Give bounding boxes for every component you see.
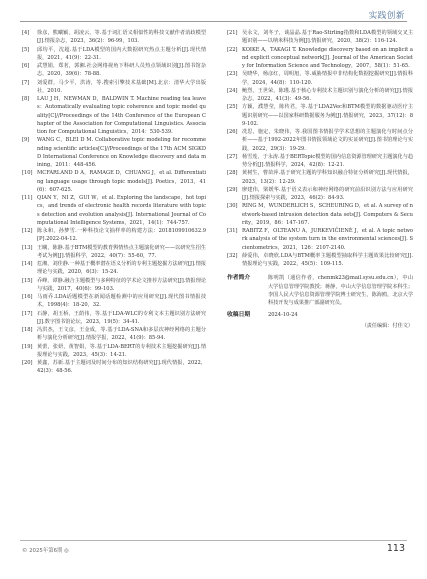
reference-number: [27]	[227, 153, 238, 160]
reference-text: MCFARLAND D A，RAMAGE D，CHUANG J，et al. Differentiating language usage through topic models[J]. Poetics，2013，41(6)：607-625.	[37, 170, 206, 193]
reference-item	[22, 79, 206, 96]
reference-text: 石静，胡玉桥，王荫伟，等.基于LDA-WLC的专利文本主题识别方法研究[J].数字图书馆论坛，2023，19(5)：34-41.	[37, 310, 206, 325]
reference-item	[227, 87, 413, 104]
reference-item	[22, 194, 206, 227]
reference-item	[22, 95, 206, 136]
reference-number: [7]	[22, 79, 30, 86]
reference-text: 武慧娟，郑茗，郭湘.社会网络视角下科研人员热点领域识别[J].图书馆杂志，2020，39(6)：78-88.	[37, 63, 206, 78]
reference-number: [19]	[22, 343, 33, 350]
received-date: 2024-10-24	[268, 312, 298, 319]
reference-text: 黄蕾，张妍，黄智娟，等.基于LDA-BERT的专利技术主题挖掘研究[J].情报理论与实践，2023，45(3)：14-21.	[37, 343, 206, 358]
reference-text: 危湘，刘佳静.一种基于概率潜在语义分析的专利主题挖掘方法研究[J].情报理论与实践，2020，6(3)：15-24.	[37, 261, 206, 276]
author-info-text: 陈明凯（通信作者，chenmk23@mail.sysu.edu.cn），中山大学信息管理学院教授；蒋静，中山大学信息管理学院本科生；李国人民大学信息资源管理学院博士研究生，陈海鸥，北京大学科技开发与成果推广部副研究员。	[268, 275, 413, 306]
reference-text: 陈永和，孙梦雪.一种科技论文抽样率的构建方法：2018109910632.9[P].2022-04-12.	[37, 228, 206, 243]
reference-item	[227, 29, 413, 46]
reference-text: 薛爱伟，卓晓欣.LDA与BTM概率主题模型抽取科学主题效果比较研究[J].情报理论与实践，2022，45(5)：109-115.	[242, 252, 413, 267]
reference-text: 廖建伟，梁媛华.基于语义表示和神经网络的研究前沿识别方法与应用研究[J].情报探索与实践，2023，46(2)：84-93.	[242, 186, 413, 201]
reference-number: [5]	[22, 46, 30, 53]
author-info	[227, 274, 413, 307]
reference-number: [30]	[227, 203, 238, 210]
editor-note: （责任编辑：付佳文）	[361, 322, 413, 329]
reference-number: [8]	[22, 96, 30, 102]
reference-item	[22, 227, 206, 244]
reference-text: 乔峰，谭静.融合主题模型与多种特征的学术论文推荐方法研究[J].情报理论与实践，2017，40(6)：99-103.	[37, 277, 206, 292]
reference-text: 鲍烈，王世荣，陈瑾.基于核心专利技术主题识别与演化分析的研究[J].情报杂志，2022，41(3)：49-56.	[242, 87, 413, 102]
footer-divider	[20, 540, 407, 541]
reference-item	[22, 46, 206, 63]
reference-number: [16]	[22, 294, 33, 300]
reference-text: WANG C，BLEI D M. Collaborative topic modeling for recommending scientific articles[C]//Proceedings of the 17th ACM SIGKDD International Conference on Knowledge discovery and data mining，2011：448-456.	[37, 137, 206, 168]
reference-item	[22, 293, 206, 310]
reference-text: 黄树生，曹苗萍.基于研究主题的学科知识融合特征分析研究[J].现代情报，2023，13(2)：12-29.	[242, 170, 413, 185]
received-date-block	[227, 311, 413, 319]
reference-text: 吴永文，刘冬子，谈晶晶.基于Rao-Stirling指数和LDA模型的领域交叉主题识别——以纳米科技为例[J].情报研究，2020，38(2)：116-124.	[242, 30, 413, 45]
reference-number: [20]	[22, 360, 33, 366]
reference-number: [9]	[22, 137, 30, 144]
reference-item	[22, 310, 206, 327]
reference-item	[22, 359, 206, 376]
reference-item	[227, 128, 413, 153]
reference-text: 冼思，施定，朱晓伟，等.我国图书情报学学术思想的主题演化与时间点分析——基于1992-2022年图书情报领域论文的实证研究[J].图书馆理论与实践，2022，29(3)：19-29.	[242, 129, 413, 152]
reference-item	[227, 252, 413, 269]
references-left-column	[22, 29, 206, 376]
reference-item	[227, 46, 413, 71]
reference-number: [21]	[227, 30, 238, 36]
reference-item	[227, 70, 413, 87]
reference-number: [17]	[22, 310, 33, 317]
reference-text: LAU J H，NEWMAN D，BALDWIN T. Machine reading tea leaves：Automatically evaluating topic coherence and topic model quality[C]//Proceedings of the 14th Conference of the European Chapter of the Association for Computational Linguistics. Association for Computational Linguistics，2014：530-539.	[37, 96, 206, 135]
reference-item	[22, 244, 206, 261]
reference-number: [25]	[227, 104, 238, 111]
reference-number: [14]	[22, 261, 33, 267]
reference-item	[227, 202, 413, 227]
reference-number: [10]	[22, 170, 33, 177]
reference-number: [15]	[22, 277, 33, 284]
reference-number: [29]	[227, 186, 238, 193]
reference-item	[227, 153, 413, 170]
reference-text: 吴晓华，杨彦红，周明旭，等.威胁情报中非结构化数据挖掘研究[J].情报科学，2024，44(8)：110-120.	[242, 71, 413, 86]
reference-item	[227, 103, 413, 128]
reference-item	[22, 277, 206, 294]
reference-number: [32]	[227, 252, 238, 259]
received-heading: 收稿日期	[227, 312, 251, 319]
reference-text: 杨雪莲，于永涛.基于BERTopic模型的国内信息资源管理研究主题演化与趋势分析[J].情报科学，2024，42(8)：12-21.	[242, 153, 413, 168]
reference-item	[22, 29, 206, 46]
reference-item	[22, 136, 206, 169]
reference-item	[22, 260, 206, 277]
reference-number: [23]	[227, 71, 238, 78]
reference-item	[227, 186, 413, 203]
reference-number: [11]	[22, 195, 33, 201]
reference-text: 刘爱群，马少平，洪涛，等.搜索引擎技术基础[M].北京：清华大学出版社，2010.	[37, 79, 206, 94]
reference-number: [31]	[227, 228, 238, 234]
reference-text: 邱均平，沈超.基于LDA模型的国内大数据研究热点主题分析[J].现代情报，2021，41(9)：22-31.	[37, 46, 206, 61]
reference-number: [12]	[22, 228, 33, 234]
reference-number: [6]	[22, 63, 30, 69]
reference-item	[22, 343, 206, 360]
references-right-column	[227, 29, 413, 330]
reference-text: RABITZ F，OLTEANU A，JURKEVIČIENĖ J，et al. A topic network analysis of the system turn in the environmental sciences[J]. Scientometrics，2021，126：2107-2140.	[242, 228, 413, 251]
reference-number: [24]	[227, 87, 238, 94]
footer-issue-label: © 2025年第6期 ◎	[22, 548, 69, 554]
reference-text: 马雨乔.LDA话题模型在新闻话题检测中的应用研究[J].现代图书情报技术，1998(4)：18-20，32.	[37, 294, 206, 309]
reference-item	[22, 169, 206, 194]
reference-text: KOIKE A，TAKAGI T. Knowledge discovery based on an implicit and explicit conceptual network[J]. Journal of the American Society for Information Science and Technology，2007，58(1)：51-65.	[242, 46, 413, 69]
reference-number: [28]	[227, 170, 238, 177]
reference-text: QIAN Y，NI Z，GUI W，et al. Exploring the landscape，hot topics，and trends of electronic health records literature with topics detection and evolution analysis[J]. International Journal of Computational Intelligence Systems，2021，14(1)：744-757.	[37, 195, 206, 226]
reference-number: [13]	[22, 244, 33, 251]
reference-text: RING M，WUNDERLICH S，SCHEURING D，et al. A survey of network-based intrusion detection data sets[J]. Computers & Security，2019，86：147-167.	[242, 203, 413, 226]
reference-text: 黄鑫，苏新.基于主题词及时间分布的知识结构研究[J].现代情报，2022，42(3)：48-56.	[37, 360, 206, 375]
reference-item	[22, 326, 206, 343]
author-info-heading: 作者简介	[227, 275, 251, 282]
reference-text: 冯洪杰，王文彦，王金成，等.基于LDA-SNA和多层次神经网络的主题分析与演化分析研究[J].情报学报，2022，41(9)：85-94.	[37, 327, 206, 342]
references-right-list	[227, 29, 413, 268]
reference-text: 方颖，濮慧莹，陈传君，等.基于LDA2Vec和BTM模型的数据驱动医疗主题识别研究——以国家科研数据服务为例[J].情报研究，2023，37(12)：89-102.	[242, 104, 413, 127]
header-divider	[20, 21, 407, 22]
reference-item	[227, 227, 413, 252]
reference-number: [26]	[227, 129, 238, 135]
section-label: 实践创新	[368, 11, 405, 21]
reference-text: 徐彦，熊曦颖，胡凌云，等.基于词汇语义相似性的科技文献作者消歧模型[J].情报杂志，2023，36(2)：96-99，103.	[37, 30, 206, 45]
reference-item	[22, 62, 206, 79]
reference-item	[227, 169, 413, 186]
reference-number: [22]	[227, 46, 238, 53]
reference-number: [4]	[22, 30, 30, 36]
reference-number: [18]	[22, 327, 33, 333]
page-number: 113	[386, 543, 405, 554]
reference-text: 王曦，陈静.基于BTM模型的教育舆情热点主题演化研究——以研究生招生考试为例[J].情报科学，2022，40(7)：55-60，77.	[37, 244, 206, 259]
